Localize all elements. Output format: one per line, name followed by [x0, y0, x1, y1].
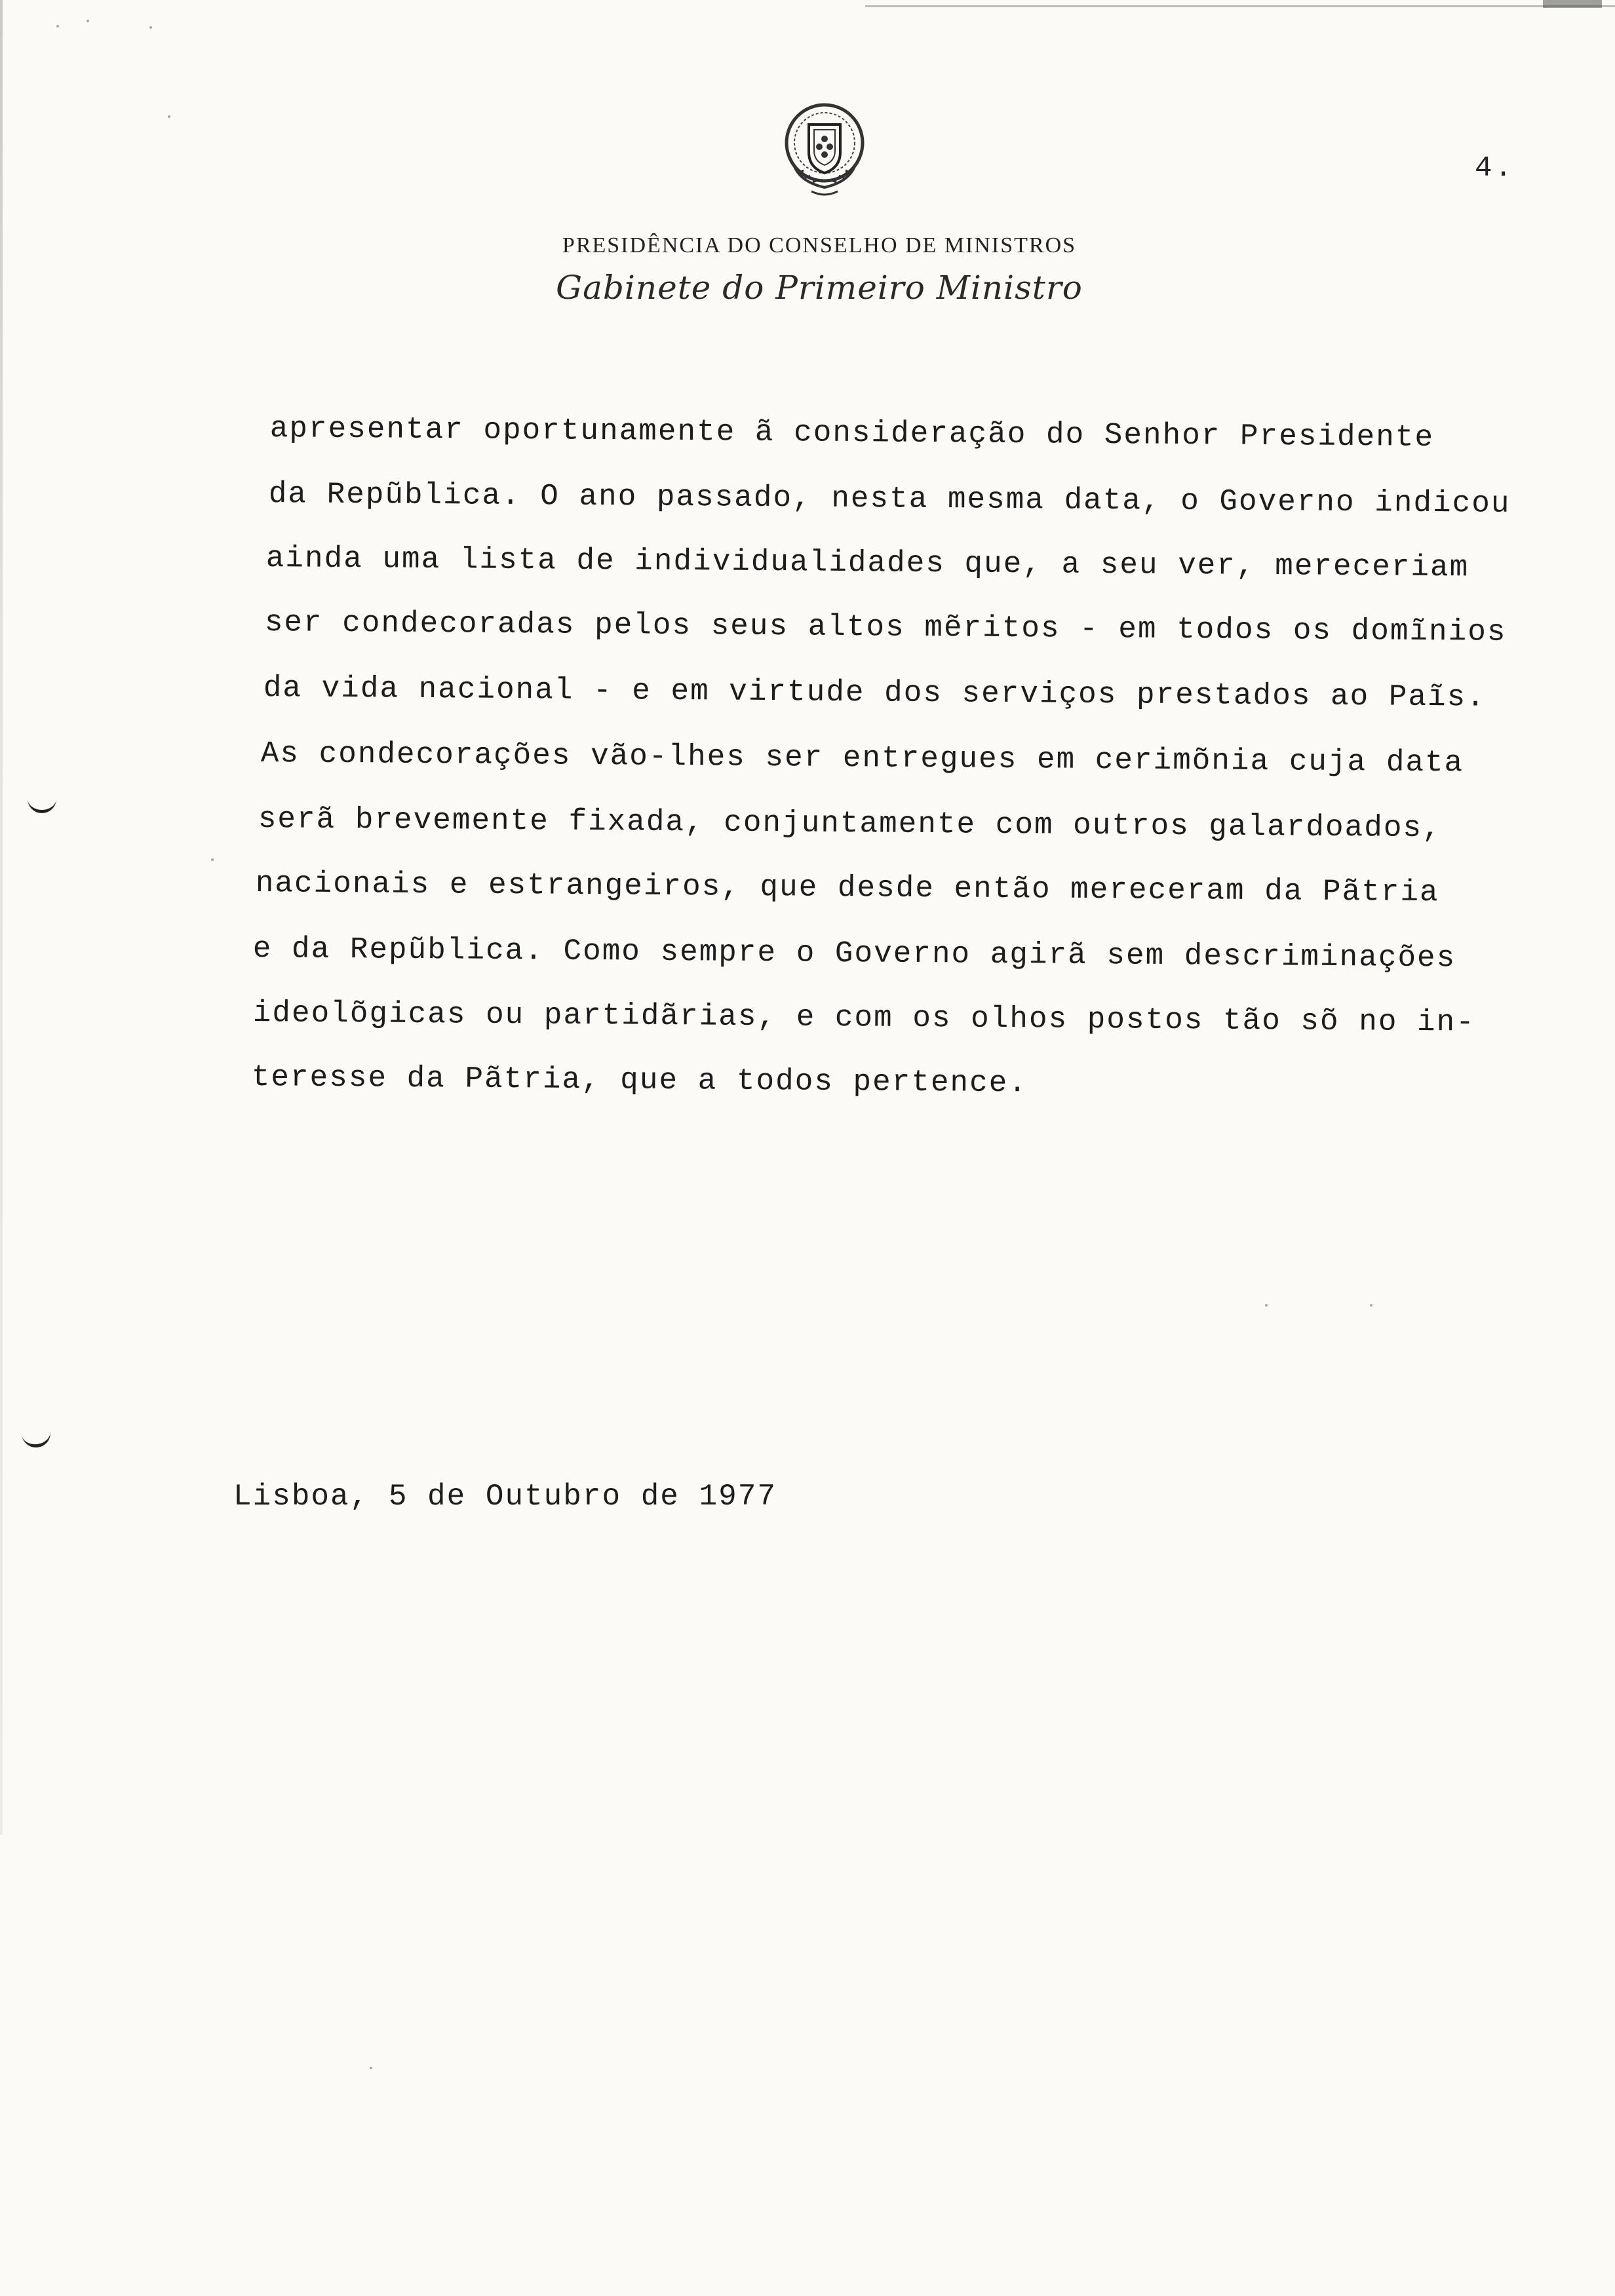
scan-speck: [1265, 1304, 1268, 1307]
scan-speck: [1370, 1304, 1372, 1307]
body-line: ser condecoradas pelos seus altos mẽritos - em todos os domĩnios: [264, 605, 1507, 649]
binder-hole-mark: [21, 1426, 52, 1449]
body-line: da vida nacional - e em virtude dos serviços prestados ao Paĩs.: [263, 671, 1487, 715]
body-line: nacionais e estrangeiros, que desde então mereceram da Pãtria: [255, 866, 1439, 910]
binder-hole-mark: [28, 794, 56, 813]
organization-name: PRESIDÊNCIA DO CONSELHO DE MINISTROS: [562, 233, 1077, 258]
body-line: As condecorações vão-lhes ser entregues em cerimõnia cuja data: [260, 737, 1464, 780]
scan-speck: [87, 20, 89, 22]
body-line: teresse da Pãtria, que a todos pertence.: [251, 1060, 1028, 1101]
body-line: e da Repũblica. Como sempre o Governo agirã sem descriminações: [252, 932, 1456, 976]
body-line: ainda uma lista de individualidades que, a seu ver, mereceriam: [265, 541, 1469, 585]
body-line: da Repũblica. O ano passado, nesta mesma data, o Governo indicou: [268, 477, 1511, 521]
scan-speck: [168, 115, 170, 118]
page-number: 4.: [1475, 152, 1515, 185]
scan-speck: [211, 858, 214, 861]
scan-corner-mark: [1543, 0, 1602, 8]
coat-of-arms-seal-icon: [772, 96, 877, 203]
scan-left-edge: [0, 0, 3, 1835]
body-line: serã brevemente fixada, conjuntamente com outros galardoados,: [258, 802, 1442, 846]
body-line: ideolõgicas ou partidãrias, e com os olhos postos tão sõ no in-: [252, 996, 1476, 1040]
scan-speck: [149, 26, 152, 29]
place-and-date: Lisboa, 5 de Outubro de 1977: [233, 1480, 777, 1514]
scan-edge-line: [865, 5, 1615, 7]
body-line: apresentar oportunamente ã consideração do Senhor Presidente: [269, 411, 1435, 455]
scan-speck: [370, 2067, 372, 2069]
cabinet-name: Gabinete do Primeiro Ministro: [556, 269, 1083, 307]
scan-speck: [56, 25, 59, 28]
